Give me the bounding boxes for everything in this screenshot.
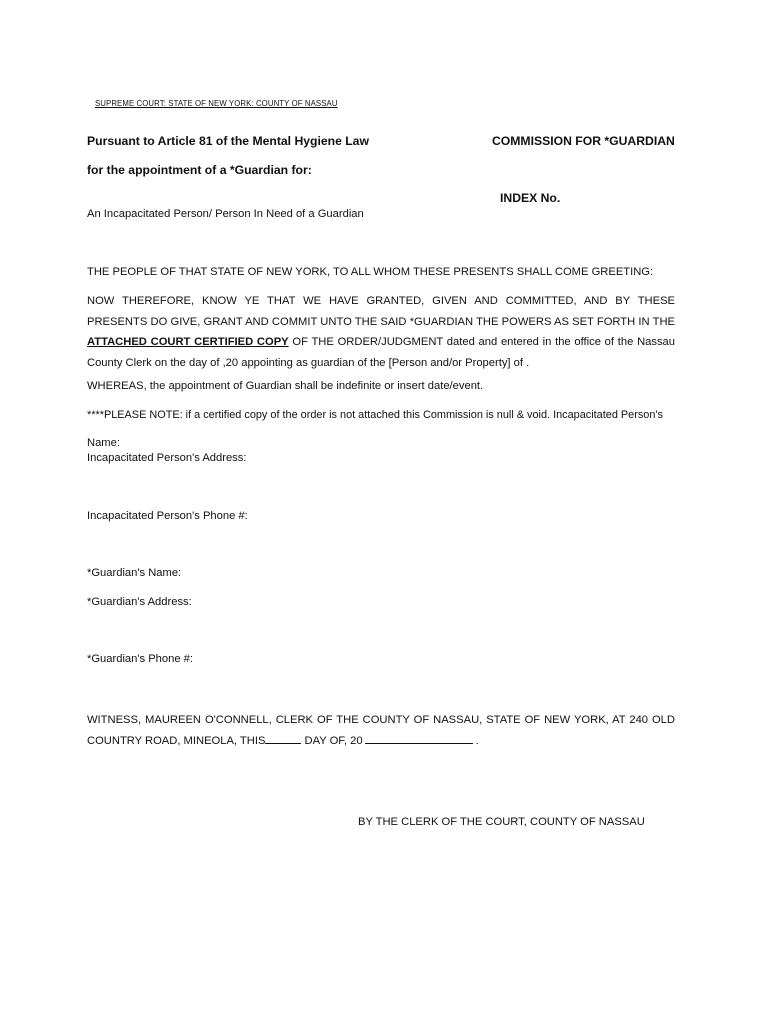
greeting: THE PEOPLE OF THAT STATE OF NEW YORK, TO ALL WHOM THESE PRESENTS SHALL COME GREETING: — [87, 266, 654, 278]
pursuant-line: Pursuant to Article 81 of the Mental Hygiene Law — [87, 134, 369, 148]
witness-text-2: DAY OF, 20 — [304, 734, 363, 747]
guardian-address-label: *Guardian's Address: — [87, 596, 192, 608]
witness-text-3: . — [475, 734, 479, 747]
court-header: SUPREME COURT: STATE OF NEW YORK: COUNTY OF NASSAU — [95, 99, 338, 108]
commission-title: COMMISSION FOR *GUARDIAN — [492, 134, 675, 148]
name-label: Name: — [87, 437, 120, 449]
index-label: INDEX No. — [500, 191, 561, 205]
appointment-line: for the appointment of a *Guardian for: — [87, 163, 312, 177]
grant-text-2: OF THE ORDER/JUDGMENT dated and entered in the office of the Nassau County Clerk on the day of ,20 appointing as guardian of the [Person and/or Property] of . — [87, 336, 675, 369]
certified-copy-emphasis: ATTACHED COURT CERTIFIED COPY — [87, 336, 289, 348]
whereas-clause: WHEREAS, the appointment of Guardian shall be indefinite or insert date/event. — [87, 380, 484, 392]
witness-paragraph — [87, 710, 675, 751]
grant-paragraph — [87, 291, 675, 373]
guardian-phone-label: *Guardian's Phone #: — [87, 653, 194, 665]
phone-label: Incapacitated Person's Phone #: — [87, 510, 248, 522]
grant-text-1: NOW THEREFORE, KNOW YE THAT WE HAVE GRANTED, GIVEN AND COMMITTED, AND BY THESE PRESENTS DO GIVE, GRANT AND COMMIT UNTO THE SAID *GUARDIAN THE POWERS AS SET FORTH IN THE — [87, 295, 675, 328]
incapacitated-line: An Incapacitated Person/ Person In Need of a Guardian — [87, 208, 364, 220]
address-label: Incapacitated Person's Address: — [87, 452, 247, 464]
witness-text-1: WITNESS, MAUREEN O'CONNELL, CLERK OF THE COUNTY OF NASSAU, STATE OF NEW YORK, AT 240 OLD COUNTRY ROAD, MINEOLA, THIS — [87, 714, 675, 747]
guardian-name-label: *Guardian's Name: — [87, 567, 182, 579]
year-blank[interactable] — [365, 732, 473, 744]
clerk-signature-line: BY THE CLERK OF THE COURT, COUNTY OF NASSAU — [358, 816, 645, 828]
day-blank[interactable] — [265, 732, 301, 744]
please-note: ****PLEASE NOTE: if a certified copy of the order is not attached this Commission is null & void. Incapacitated Person's — [87, 409, 663, 421]
